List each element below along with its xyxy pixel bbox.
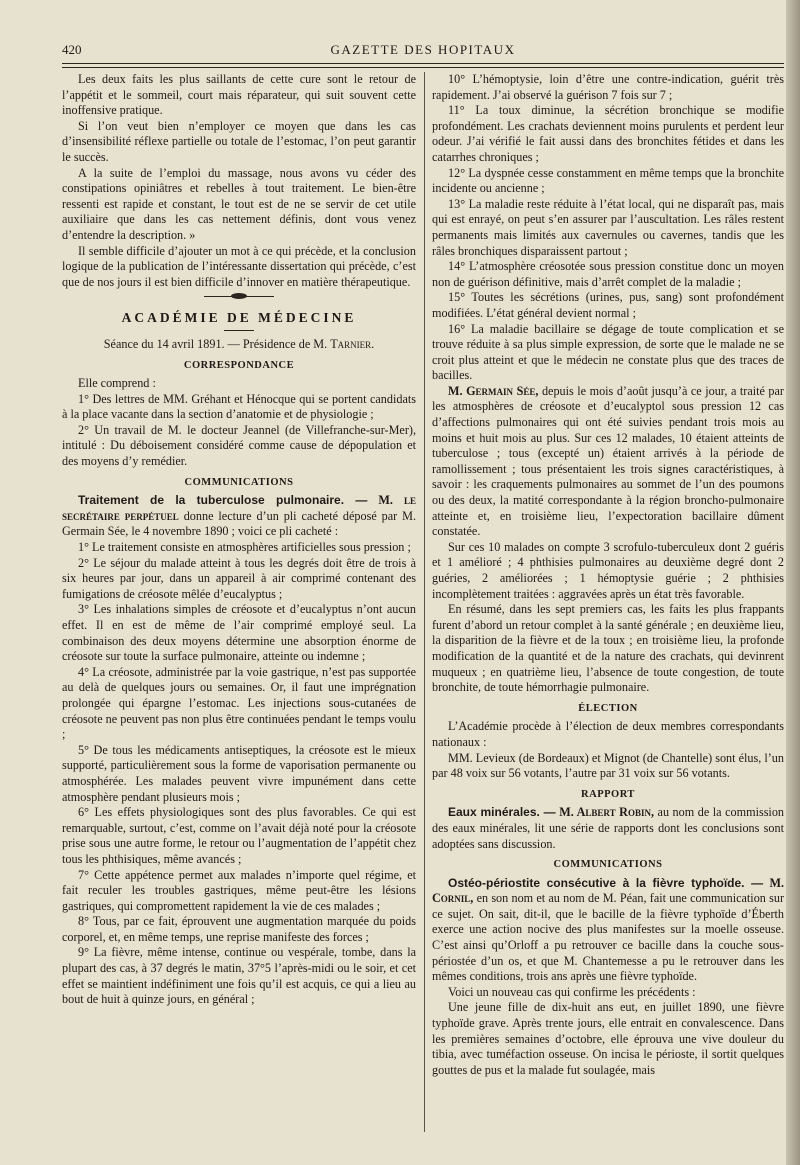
paragraph: Les deux faits les plus saillants de cette cure sont le retour de l’appétit et le sommeil, court mais réparateur, qui suit souvent cette inoffensive pratique. xyxy=(62,72,416,118)
paragraph: L’Académie procède à l’élection de deux membres correspondants nationaux : xyxy=(432,719,784,749)
heading-communications: COMMUNICATIONS xyxy=(184,476,294,488)
paragraph-eaux xyxy=(432,805,784,852)
list-item: 6° Les effets physiologiques sont des plus favorables. Ce qui est remarquable, surtout, c’est, comme on l’avait déjà noté pour la créosote prise sous une autre forme, le retour ou l’augmentation de l’appétit chez tous les phthisiques, même avancés ; xyxy=(62,805,416,866)
article-title: Eaux minérales. — xyxy=(448,805,556,820)
paragraph: Elle comprend : xyxy=(78,376,156,391)
paragraph: Une jeune fille de dix-huit ans eut, en juillet 1890, une fièvre typhoïde grave. Après trente jours, elle entrait en convalescence. Dans les premières semaines d’octobre, elle éprouva une vive douleur du tibia, avec tuméfaction osseuse. On incisa le périoste, il sortit quelques gouttes de pus et la malade fut soulagée, mais xyxy=(432,1000,784,1077)
paragraph-text: depuis le mois d’août jusqu’à ce jour, a traité par les atmosphères de créosote et d’eucalyptol sous pression 12 cas d’affections pulmonaires qui ont été suivies pendant trois mois au moins et huit mois au plus. Sur ces 12 malades, 10 étaient atteints de tuberculose ; tous (excepté un) étaient arrivés à la période de ramollissement ; tous présentaient les trois signes caractéristiques, à savoir : les craquements pulmonaires au sommet de l’un des poumons ou des deux, la matité correspondante à la région broncho-pulmonaire atteinte et, en troisième lieu, l’expectoration bacillaire dûment constatée. xyxy=(432,383,784,539)
page-number: 420 xyxy=(62,42,82,57)
seance-text: Séance du 14 avril 1891. — Présidence de M. xyxy=(103,336,328,351)
list-item: 3° Les inhalations simples de créosote et d’eucalyptus n’ont aucun effet. Il en est de même de l’air comprimé employé seul. La combinaison des deux moyens détermine une absorption énorme de créosote sur toute la surface pulmonaire, atteinte ou indemne ; xyxy=(62,602,416,664)
article-text: donne lecture d’un pli cacheté déposé par M. Germain Sée, le 4 novembre 1890 ; voici ce pli cacheté : xyxy=(62,508,417,539)
president-name: Tarnier. xyxy=(330,336,375,351)
paragraph: Voici un nouveau cas qui confirme les précédents : xyxy=(448,984,696,999)
paragraph-osteo xyxy=(432,876,784,985)
paragraph: En résumé, dans les sept premiers cas, les faits les plus frappants furent d’abord un retour complet à la santé générale ; en deuxième lieu, la disparition de la fièvre et de la toux ; en troisième lieu, la profonde modification de la quantité et de la nature des crachats, qui devinrent muqueux ; en quatrième lieu, l’absence de toute congestion, de toute bronchite, de toute hémorrhagie pulmonaire. xyxy=(432,602,784,695)
paragraph: 2° Un travail de M. le docteur Jeannel (de Villefranche-sur-Mer), intitulé : Du déboisement considéré comme cause de dépopulation et des moyens d’y remédier. xyxy=(62,422,416,469)
list-item: 15° Toutes les sécrétions (urines, pus, sang) sont profondément modifiées. L’état général devient normal ; xyxy=(432,290,784,320)
list-item: 11° La toux diminue, la sécrétion bronchique se modifie profondément. Les crachats deviennent moins purulents et perdent leur odeur. J’ai vérifié le fait aussi dans des bronchites fétides et dans les catarrhes chroniques ; xyxy=(432,103,784,164)
seance-line xyxy=(62,337,416,353)
list-item: 4° La créosote, administrée par la voie gastrique, n’est pas supportée au delà de quelques jours ou semaines. Or, il faut une imprégnation prolongée qui épargne l’estomac. Les injections sous-cutanées de créosote ne peuvent pas non plus être continuées pendant le temps voulu ; xyxy=(62,664,416,742)
short-divider xyxy=(224,330,254,331)
paragraph: A la suite de l’emploi du massage, nous avons vu céder des constipations opiniâtres et rebelles à tout traitement. Le bien-être ressenti est rapide et constant, le tout est de ne se servir de cet utile auxiliaire que dans les cas nettement définis, dont vous venez d’entendre la description. » xyxy=(62,165,416,242)
heading-rapport: RAPPORT xyxy=(581,788,635,800)
list-item: 1° Le traitement consiste en atmosphères artificielles sous pression ; xyxy=(78,540,411,555)
list-item: 10° L’hémoptysie, loin d’être une contre-indication, guérit très rapidement. J’ai observé la guérison 7 fois sur 7 ; xyxy=(432,72,784,102)
list-item: 8° Tous, par ce fait, éprouvent une augmentation marquée du poids corporel, et, en même temps, une reprise manifeste des forces ; xyxy=(62,914,416,944)
ornamental-divider xyxy=(204,296,274,301)
left-column xyxy=(62,72,416,1008)
list-item: 9° La fièvre, même intense, continue ou vespérale, tombe, dans la plupart des cas, à 37 degrés le matin, 37°5 l’après-midi ou le soir, et cet effet se maintient indéfiniment une fois qu’il est acquis, ce qui a lieu au bout de huit à quinze jours, en général ; xyxy=(62,945,416,1007)
section-title-academie: ACADÉMIE DE MÉDECINE xyxy=(121,310,357,326)
paragraph: Il semble difficile d’ajouter un mot à ce qui précède, et la conclusion logique de la publication de l’intéressante dissertation qui précède, c’est que de nos jours il est bien difficile d’innover en matière thérapeutique. xyxy=(62,243,416,289)
list-item: 7° Cette appétence permet aux malades n’importe quel régime, et fait reculer les troubles gastriques, même peut-être les lésions gastriques, qui compromettent rapidement la vie de ces malades ; xyxy=(62,867,416,913)
list-item: 5° De tous les médicaments antiseptiques, la créosote est le mieux supporté, particulièrement sous la forme de vaporisation permanente ou atmosphérée. Les malades peuvent vivre impunément dans cette atmosphère pendant plusieurs mois ; xyxy=(62,742,416,804)
heading-correspondance: CORRESPONDANCE xyxy=(183,359,295,371)
speaker-name: M. Germain Sée, xyxy=(448,383,539,398)
header-rule-thin xyxy=(62,67,784,68)
paragraph-tuberculose xyxy=(62,493,416,540)
paragraph: Sur ces 10 malades on compte 3 scrofulo-tuberculeux dont 2 guéris et 1 amélioré ; 4 phthisies pulmonaires au deuxième degré dont 2 guéries, 2 améliorées ; 1 hémoptysie guérie ; 2 phthisies incomplètement traitées : aggravées après un état très favorable. xyxy=(432,539,784,601)
list-item: 16° La maladie bacillaire se dégage de toute complication et se trouve réduite à sa plus simple expression, de sorte que le malade ne se croit plus atteint et que le médecin ne constate plus que des traces de bacilles. xyxy=(432,321,784,383)
right-column xyxy=(432,72,784,1078)
list-item: 2° Le séjour du malade atteint à tous les degrés doit être de trois à six heures par jour, dans un appareil à air comprimé contenant des fumigations de créosote mêlée d’eucalyptus ; xyxy=(62,555,416,601)
article-text: au nom de la commission des eaux minérales, lit une série de rapports dont les conclusions sont adoptées sans discussion. xyxy=(432,805,785,851)
article-author: M. Cornil, xyxy=(432,875,784,906)
article-author: M. le secrétaire perpétuel xyxy=(62,493,417,523)
article-author: M. Albert Robin, xyxy=(559,805,654,820)
header-rule-thick xyxy=(62,63,784,64)
paragraph: Si l’on veut bien n’employer ce moyen que dans les cas d’insensibilité réflexe partielle ou totale de l’estomac, l’on peut garantir le succès. xyxy=(62,118,416,164)
paragraph: MM. Levieux (de Bordeaux) et Mignot (de Chantelle) sont élus, l’un par 48 voix sur 56 votants, l’autre par 31 voix sur 56 votants. xyxy=(432,750,784,781)
column-divider xyxy=(424,72,425,1132)
list-item: 12° La dyspnée cesse constamment en même temps que la bronchite incidente ou ancienne ; xyxy=(432,165,784,196)
paragraph: 1° Des lettres de MM. Gréhant et Hénocque qui se portent candidats à la place vacante dans la section d’anatomie et de physiologie ; xyxy=(62,391,416,422)
article-title: Traitement de la tuberculose pulmonaire. — xyxy=(78,493,368,508)
paragraph-germain-see xyxy=(432,384,784,540)
heading-election: ÉLECTION xyxy=(578,702,638,714)
page-edge xyxy=(786,0,800,1165)
article-title: Ostéo-périostite consécutive à la fièvre typhoïde. — xyxy=(448,875,764,890)
heading-communications: COMMUNICATIONS xyxy=(553,859,663,871)
list-item: 13° La maladie reste réduite à l’état local, qui ne disparaît pas, mais qui est enrayé, on peut s’en assurer par l’auscultation. Les râles restent permanents mais limités aux cavernules ou cavernes, tandis que les râles bronchiques disparaissent partout ; xyxy=(432,196,784,258)
list-item: 14° L’atmosphère créosotée sous pression constitue donc un moyen non de guérison définitive, mais d’arrêt complet de la maladie ; xyxy=(432,259,784,289)
journal-title: GAZETTE DES HOPITAUX xyxy=(330,42,516,57)
page-header xyxy=(62,42,784,64)
article-text: en son nom et au nom de M. Péan, fait une communication sur ce sujet. On sait, dit-il, que le bacille de la fièvre typhoïde d’Éberth exerce une action nocive des plus manifestes sur la moelle osseuse. C’est ainsi qu’Orloff a pu retrouver ce bacille dans la couche sous-périostée d’un os, et que M. Chantemesse a pu le retrouver dans les mêmes conditions, trois ans après une fièvre typhoïde. xyxy=(432,891,784,984)
